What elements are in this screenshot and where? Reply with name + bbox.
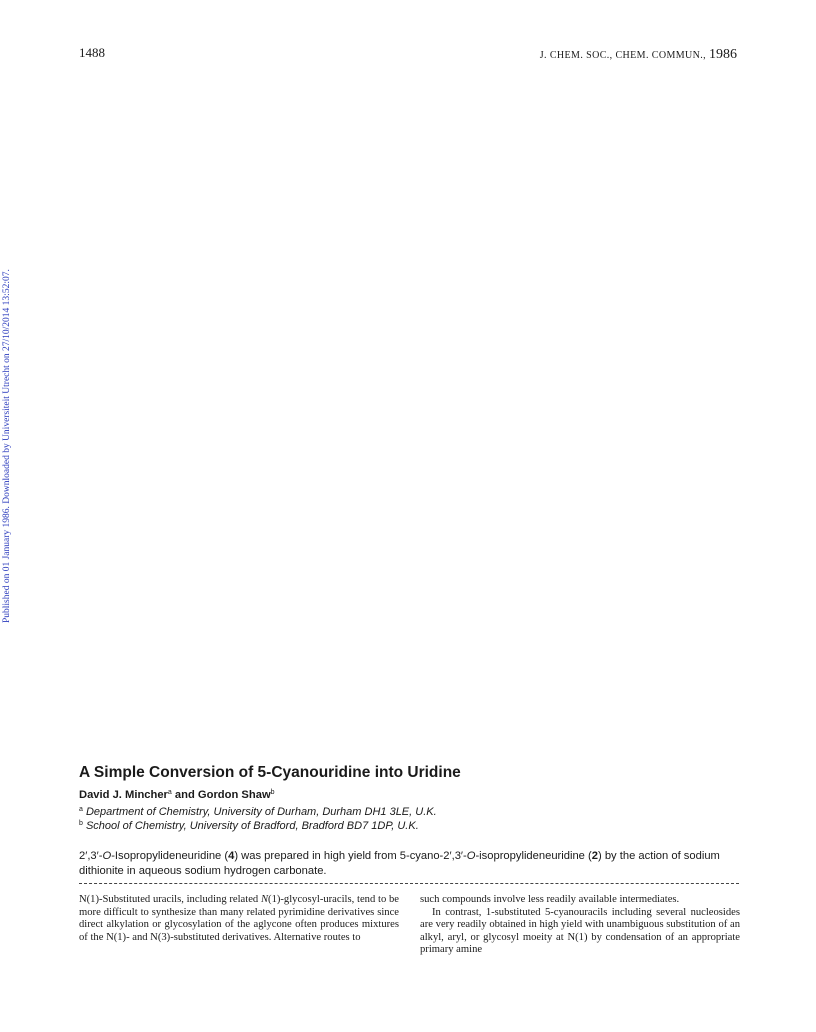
body-paragraph [79, 894, 399, 944]
body-text: (1)-glycosyl-uracils, tend to be more difficult to synthesize than many related pyrimidine derivatives since direct alkylation or glycosylation of the aglycone often produces mixtures of the N(1)- and N(3)-substituted derivatives. Alternative routes to [79, 894, 399, 943]
abstract-text: ) by the action of sodium dithionite in aqueous sodium hydrogen carbonate. [79, 850, 720, 877]
compound-number: 2 [591, 850, 598, 862]
abstract-text: -isopropylideneuridine ( [475, 850, 592, 862]
page-number: 1488 [79, 45, 105, 60]
abstract-text: -Isopropylideneuridine ( [111, 850, 229, 862]
abstract-italic: O [102, 850, 112, 862]
abstract-text: 2′,3′- [79, 850, 103, 862]
abstract-text: ) was prepared in high yield from 5-cyano-2′,3′- [234, 850, 467, 862]
journal-name: J. CHEM. SOC., CHEM. COMMUN., [539, 50, 707, 61]
affiliation-b-mark: b [79, 820, 83, 827]
affiliation-a [79, 806, 437, 818]
author-2: Gordon Shaw [197, 789, 271, 801]
section-divider [79, 883, 739, 884]
body-column-left [79, 894, 399, 944]
author-conjunction: and [171, 789, 198, 801]
journal-header [540, 47, 737, 63]
affiliation-b-text: School of Chemistry, University of Bradford, Bradford BD7 1DP, U.K. [85, 820, 419, 832]
body-column-right [420, 894, 740, 957]
body-paragraph: In contrast, 1-substituted 5-cyanouracils including several nucleosides are very readily obtained in high yield with unambiguous substitution of an alkyl, aryl, or glycosyl moeity at N(1) by condensation of an appropriate primary amine [420, 906, 740, 956]
affiliation-a-text: Department of Chemistry, University of Durham, Durham DH1 3LE, U.K. [85, 806, 437, 818]
authors [79, 789, 275, 801]
abstract-italic: O [466, 850, 476, 862]
journal-year: 1986 [709, 47, 737, 62]
compound-number: 4 [228, 850, 235, 862]
body-paragraph: such compounds involve less readily available intermediates. [420, 894, 680, 905]
author-1-mark: a [167, 789, 172, 796]
body-text: N(1)-Substituted uracils, including related [79, 894, 261, 905]
download-watermark-link[interactable]: Published on 01 January 1986. Downloaded by Universiteit Utrecht on 27/10/2014 13:52:07. [2, 269, 12, 623]
article-title: A Simple Conversion of 5-Cyanouridine into Uridine [79, 764, 461, 781]
body-italic: N [260, 894, 269, 905]
affiliation-b [79, 820, 419, 832]
affiliation-a-mark: a [79, 806, 83, 813]
author-2-mark: b [270, 789, 275, 796]
author-1: David J. Mincher [79, 789, 168, 801]
abstract [79, 849, 739, 879]
